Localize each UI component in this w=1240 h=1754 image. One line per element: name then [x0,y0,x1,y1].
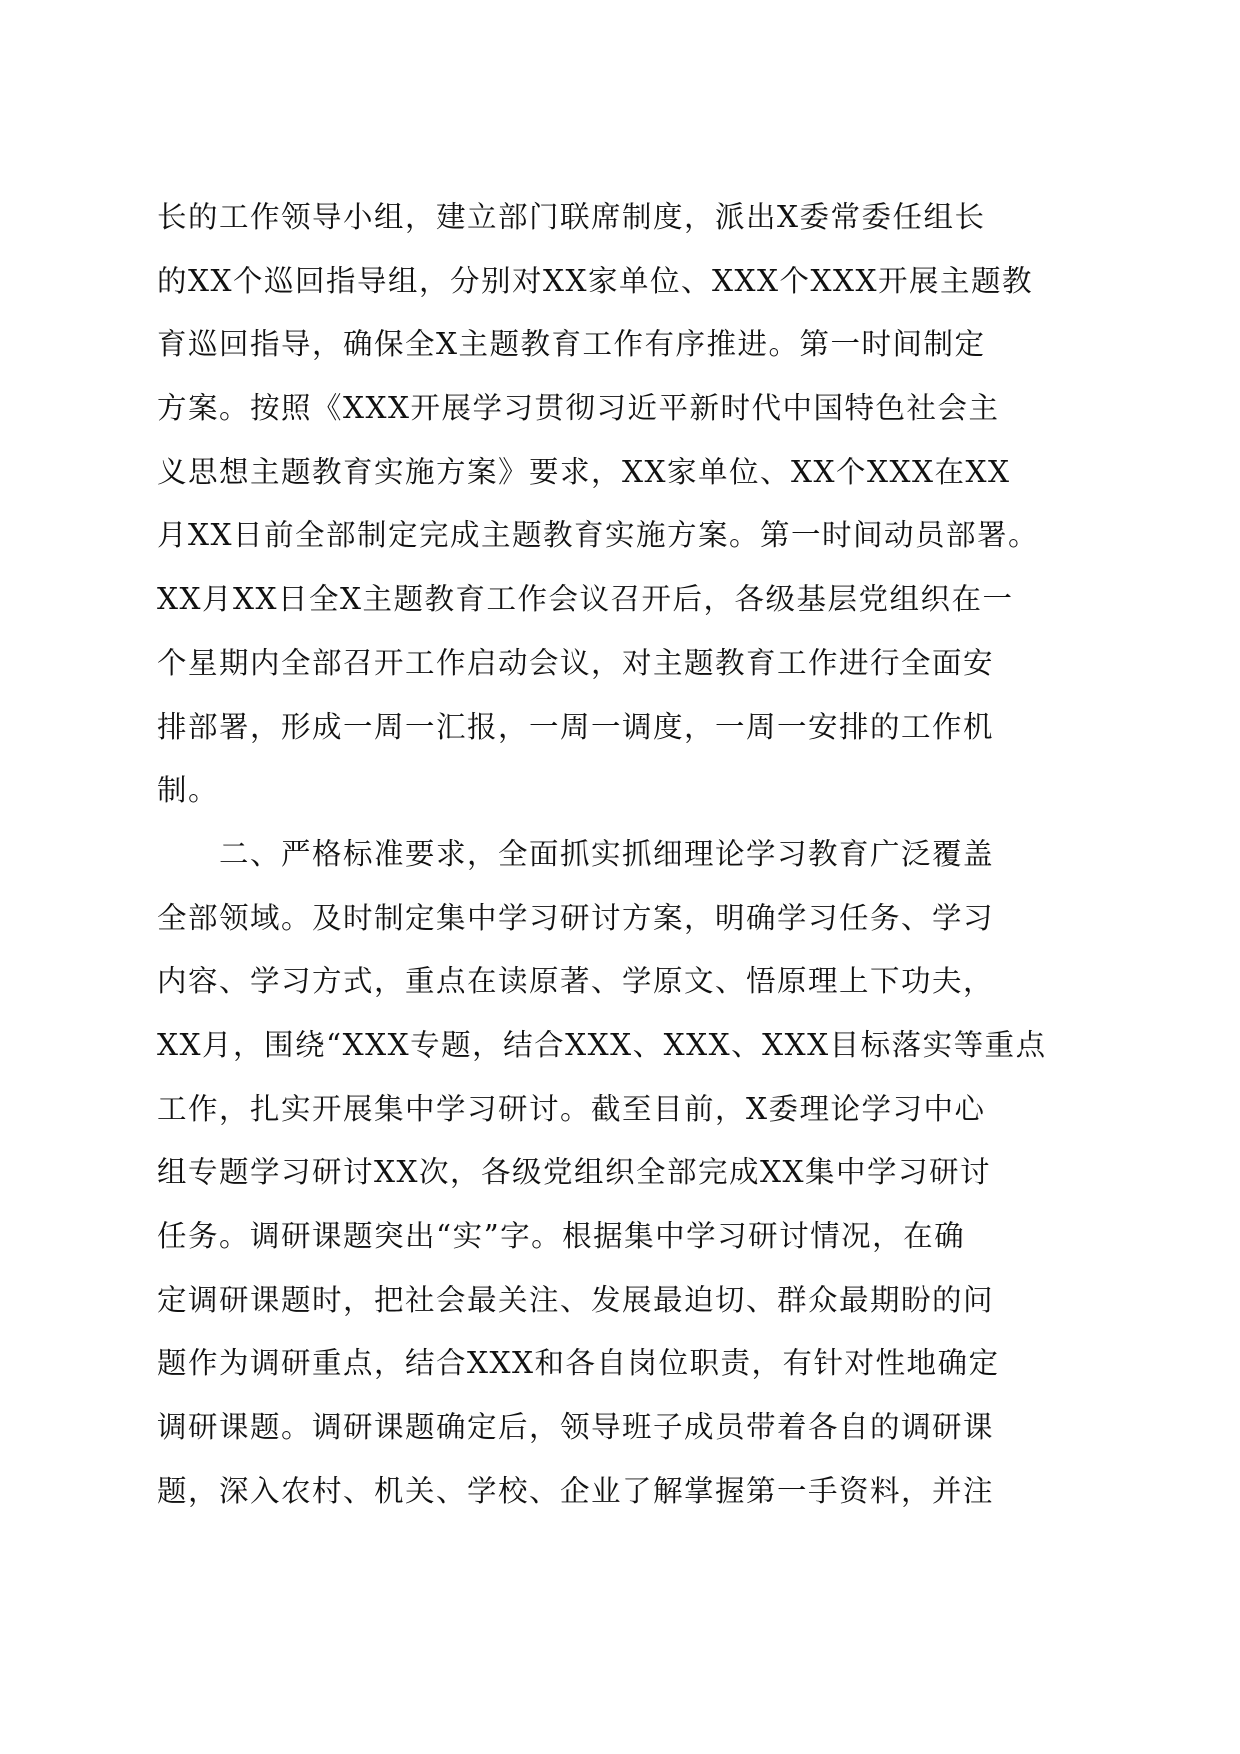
section-heading-line: 二、严格标准要求，全面抓实抓细理论学习教育广泛覆盖 [157,836,995,871]
text-line: 题作为调研重点，结合XXX和各自岗位职责，有针对性地确定 [157,1346,1000,1381]
text-line: 个星期内全部召开工作启动会议，对主题教育工作进行全面安 [157,645,995,680]
text-line: 全部领域。及时制定集中学习研讨方案，明确学习任务、学习 [157,900,995,935]
text-line: 育巡回指导，确保全X主题教育工作有序推进。第一时间制定 [157,327,986,362]
text-line: XX月，围绕“XXX专题，结合XXX、XXX、XXX目标落实等重点 [157,1027,1047,1062]
text-line: 组专题学习研讨XX次，各级党组织全部完成XX集中学习研讨 [157,1155,992,1190]
document-body [157,186,1097,1523]
text-line: 工作，扎实开展集中学习研讨。截至目前，X委理论学习中心 [157,1091,986,1126]
text-line: 内容、学习方式，重点在读原著、学原文、悟原理上下功夫， [157,964,995,999]
text-line: XX月XX日全X主题教育工作会议召开后，各级基层党组织在一 [157,582,1014,617]
paragraph-1 [157,186,1097,823]
text-line: 月XX日前全部制定完成主题教育实施方案。第一时间动员部署。 [157,518,1040,553]
text-line: 任务。调研课题突出“实”字。根据集中学习研讨情况，在确 [157,1219,966,1253]
text-line: 调研课题。调研课题确定后，领导班子成员带着各自的调研课 [157,1410,995,1445]
text-line: 长的工作领导小组，建立部门联席制度，派出X委常委任组长 [157,200,986,234]
text-line: 制。 [157,773,220,808]
paragraph-2 [157,823,1097,1524]
text-line: 定调研课题时，把社会最关注、发展最迫切、群众最期盼的问 [157,1282,995,1317]
text-line: 的XX个巡回指导组，分别对XX家单位、XXX个XXX开展主题教 [157,263,1034,298]
text-line: 排部署，形成一周一汇报，一周一调度，一周一安排的工作机 [157,709,995,744]
text-line: 方案。按照《XXX开展学习贯彻习近平新时代中国特色社会主 [157,391,1000,426]
text-line: 题，深入农村、机关、学校、企业了解掌握第一手资料，并注 [157,1473,995,1508]
text-line: 义思想主题教育实施方案》要求，XX家单位、XX个XXX在XX [157,454,1011,489]
